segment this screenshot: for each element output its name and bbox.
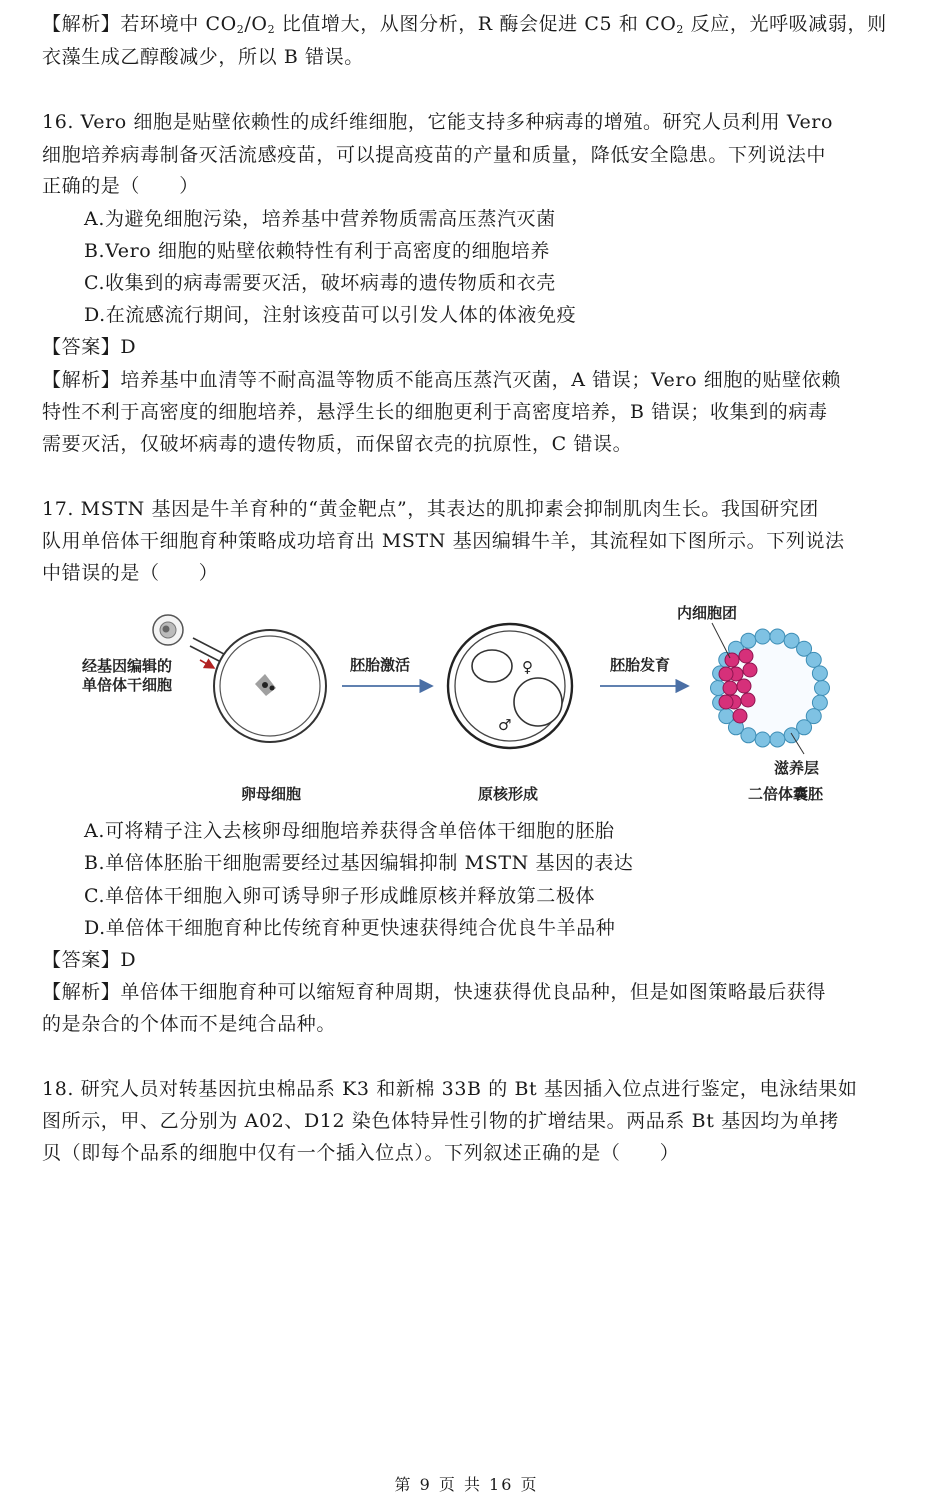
q16-analysis-line-3: 需要灭活，仅破坏病毒的遗传物质，而保留衣壳的抗原性，C 错误。 [42,433,633,455]
inner-cell-mass-cell [719,667,733,681]
q17-stem-line-2: 队用单倍体干细胞育种策略成功培育出 MSTN 基因编辑牛羊，其流程如下图所示。下列说法 [42,530,845,552]
inner-cell-mass-cell [743,663,757,677]
q16-analysis-line-1: 【解析】培养基中血清等不耐高温等物质不能高压蒸汽灭菌，A 错误；Vero 细胞的贴壁依赖 [42,369,841,391]
oocyte [214,630,326,742]
label-inner-cell-mass: 内细胞团 [677,604,738,622]
trophoblast-cell [741,633,756,648]
q16-option-d: D.在流感流行期间，注射该疫苗可以引发人体的体液免疫 [84,304,577,326]
q16-answer: 【答案】D [42,336,137,358]
q18-stem-line-2: 图所示，甲、乙分别为 A02、D12 染色体特异性引物的扩增结果。两品系 Bt 基因均为单拷 [42,1110,839,1132]
q17-stem-line-1: 17. MSTN 基因是牛羊育种的“黄金靶点”，其表达的肌抑素会抑制肌肉生长。我国研究团 [42,498,819,520]
page-footer: 第 9 页 共 16 页 [394,1475,539,1494]
q16-stem-line-3: 正确的是（ ） [42,175,199,197]
q15-analysis-line-1: 【解析】若环境中 $CO_2/O_2$ 比值增大，从图分析，R 酶会促进 C5 和 $CO_2$ 反应，光呼吸减弱，则 [42,13,887,36]
q18-stem-line-3: 贝（即每个品系的细胞中仅有一个插入位点）。下列叙述正确的是（ ） [42,1142,680,1164]
q18-stem-line-1: 18. 研究人员对转基因抗虫棉品系 K3 和新棉 33B 的 Bt 基因插入位点进行鉴定，电泳结果如 [42,1078,858,1100]
inner-cell-mass-cell [741,693,755,707]
trophoblast-cell [784,728,799,743]
trophoblast-cell [770,629,785,644]
label-oocyte: 卵母细胞 [241,785,302,803]
q17-answer: 【答案】D [42,949,137,971]
trophoblast-cell [812,695,827,710]
inner-cell-mass-cell [733,709,747,723]
label-blastocyst: 二倍体囊胚 [748,785,824,803]
trophoblast-cell [755,732,770,747]
q16-option-c: C.收集到的病毒需要灭活，破坏病毒的遗传物质和衣壳 [84,272,556,294]
label-development: 胚胎发育 [610,656,671,674]
q15-analysis-line-2: 衣藻生成乙醇酸减少，所以 B 错误。 [42,46,364,68]
inner-cell-mass-cell [737,679,751,693]
trophoblast-cell [815,681,830,696]
q16-option-b: B.Vero 细胞的贴壁依赖特性有利于高密度的细胞培养 [84,240,550,262]
inner-cell-mass-cell [725,653,739,667]
inner-cell-mass-cell [723,681,737,695]
trophoblast-cell [719,709,734,724]
label-trophoblast: 滋养层 [774,759,820,777]
male-symbol: ♂ [498,716,512,734]
label-edited-cell-2: 单倍体干细胞 [82,676,173,694]
q16-stem-line-2: 细胞培养病毒制备灭活流感疫苗，可以提高疫苗的产量和质量，降低安全隐患。下列说法中 [42,144,827,166]
q17-flow-diagram [60,596,860,811]
q17-option-d: D.单倍体干细胞育种比传统育种更快速获得纯合优良牛羊品种 [84,917,616,939]
trophoblast-cell [806,652,821,667]
q17-option-b: B.单倍体胚胎干细胞需要经过基因编辑抑制 MSTN 基因的表达 [84,852,634,874]
inner-cell-mass-cell [719,695,733,709]
q16-option-a: A.为避免细胞污染，培养基中营养物质需高压蒸汽灭菌 [84,208,556,230]
blastocyst [711,629,830,747]
q16-analysis-line-2: 特性不利于高密度的细胞培养，悬浮生长的细胞更利于高密度培养，B 错误；收集到的病毒 [42,401,828,423]
q17-option-c: C.单倍体干细胞入卵可诱导卵子形成雌原核并释放第二极体 [84,885,596,907]
trophoblast-cell [770,732,785,747]
q17-analysis-line-2: 的是杂合的个体而不是纯合品种。 [42,1013,337,1035]
female-symbol: ♀ [522,658,533,676]
inner-cell-mass-cell [739,649,753,663]
label-edited-cell-1: 经基因编辑的 [82,657,173,675]
label-pronucleus: 原核形成 [478,785,539,803]
q17-stem-line-3: 中错误的是（ ） [42,562,219,584]
injection-arrow [200,660,214,668]
icm-pointer [712,623,730,658]
label-activation: 胚胎激活 [350,656,411,674]
q16-stem-line-1: 16. Vero 细胞是贴壁依赖性的成纤维细胞，它能支持多种病毒的增殖。研究人员利用 Vero [42,111,834,133]
q17-option-a: A.可将精子注入去核卵母细胞培养获得含单倍体干细胞的胚胎 [84,820,615,842]
trophoblast-cell [755,629,770,644]
haploid-stem-cell [153,615,183,645]
q17-analysis-line-1: 【解析】单倍体干细胞育种可以缩短育种周期，快速获得优良品种，但是如图策略最后获得 [42,981,827,1003]
trophoblast-cell [812,666,827,681]
